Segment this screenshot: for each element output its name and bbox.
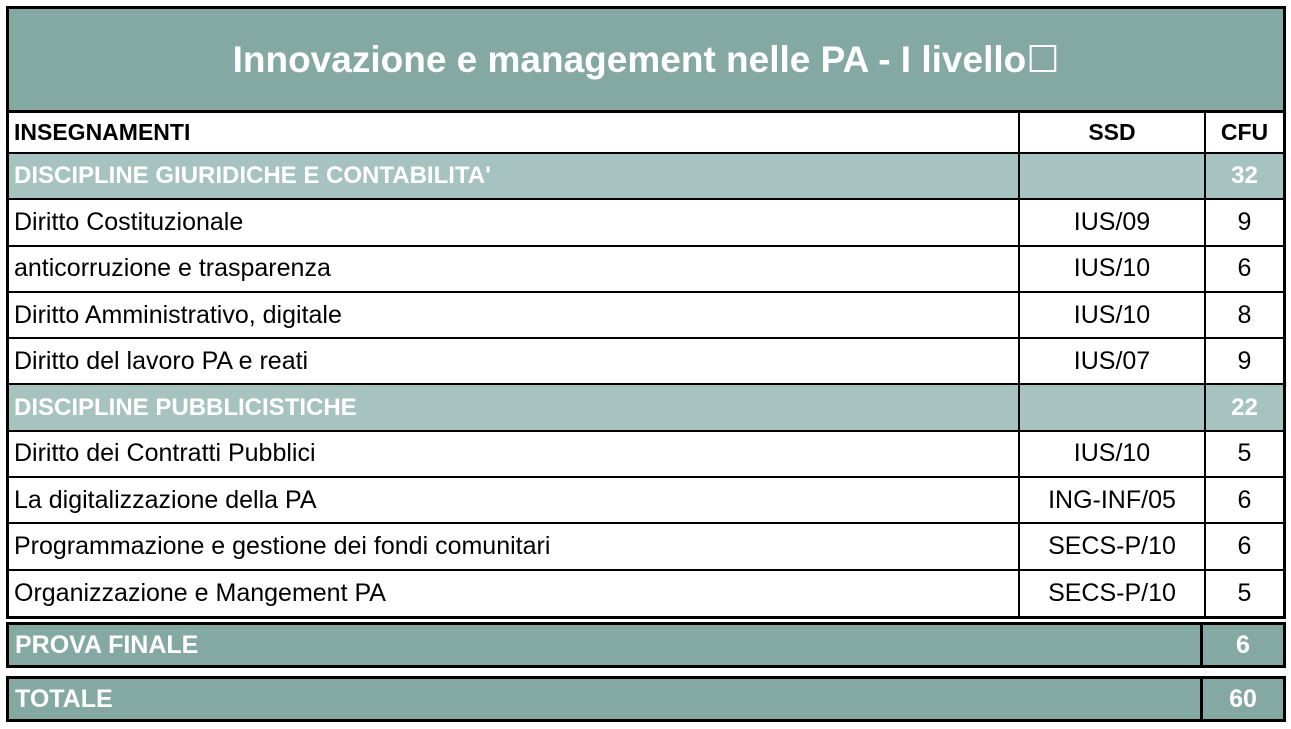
course-cfu: 9 <box>1205 338 1283 384</box>
final-exam-cfu: 6 <box>1236 630 1250 659</box>
table-row <box>9 477 1283 523</box>
course-ssd: IUS/07 <box>1019 338 1205 384</box>
courses-table <box>9 113 1283 616</box>
column-header-cfu: CFU <box>1205 113 1283 153</box>
total-cfu: 60 <box>1229 684 1257 713</box>
group-ssd-empty <box>1019 384 1205 430</box>
group-cfu: 22 <box>1205 384 1283 430</box>
group-name: DISCIPLINE GIURIDICHE E CONTABILITA' <box>9 153 1019 199</box>
column-header-ssd: SSD <box>1019 113 1205 153</box>
course-cfu: 9 <box>1205 199 1283 245</box>
table-header-row <box>9 113 1283 153</box>
group-row <box>9 384 1283 430</box>
column-header-insegnamenti: INSEGNAMENTI <box>9 113 1019 153</box>
course-ssd: IUS/09 <box>1019 199 1205 245</box>
course-ssd: IUS/10 <box>1019 292 1205 338</box>
course-ssd: SECS-P/10 <box>1019 570 1205 616</box>
course-cfu: 5 <box>1205 431 1283 477</box>
table-row <box>9 338 1283 384</box>
course-name: Diritto del lavoro PA e reati <box>9 338 1019 384</box>
table-row <box>9 570 1283 616</box>
course-name: Diritto Costituzionale <box>9 199 1019 245</box>
course-cfu: 6 <box>1205 523 1283 569</box>
table-row <box>9 246 1283 292</box>
course-name: Diritto dei Contratti Pubblici <box>9 431 1019 477</box>
course-ssd: IUS/10 <box>1019 431 1205 477</box>
page-title: Innovazione e management nelle PA - I livello☐ <box>9 9 1283 113</box>
course-ssd: SECS-P/10 <box>1019 523 1205 569</box>
table-row <box>9 431 1283 477</box>
course-cfu: 6 <box>1205 477 1283 523</box>
curriculum-table-frame <box>6 6 1286 619</box>
total-row <box>6 676 1286 722</box>
total-label: TOTALE <box>9 679 1203 719</box>
group-name: DISCIPLINE PUBBLICISTICHE <box>9 384 1019 430</box>
course-name: Diritto Amministrativo, digitale <box>9 292 1019 338</box>
course-cfu: 5 <box>1205 570 1283 616</box>
course-ssd: IUS/10 <box>1019 246 1205 292</box>
table-row <box>9 292 1283 338</box>
table-row <box>9 199 1283 245</box>
final-exam-label: PROVA FINALE <box>9 625 1203 665</box>
course-name: Programmazione e gestione dei fondi comunitari <box>9 523 1019 569</box>
course-cfu: 8 <box>1205 292 1283 338</box>
group-ssd-empty <box>1019 153 1205 199</box>
course-name: anticorruzione e trasparenza <box>9 246 1019 292</box>
course-cfu: 6 <box>1205 246 1283 292</box>
course-name: Organizzazione e Mangement PA <box>9 570 1019 616</box>
course-ssd: ING-INF/05 <box>1019 477 1205 523</box>
group-row <box>9 153 1283 199</box>
course-name: La digitalizzazione della PA <box>9 477 1019 523</box>
table-row <box>9 523 1283 569</box>
group-cfu: 32 <box>1205 153 1283 199</box>
final-exam-row <box>6 622 1286 668</box>
